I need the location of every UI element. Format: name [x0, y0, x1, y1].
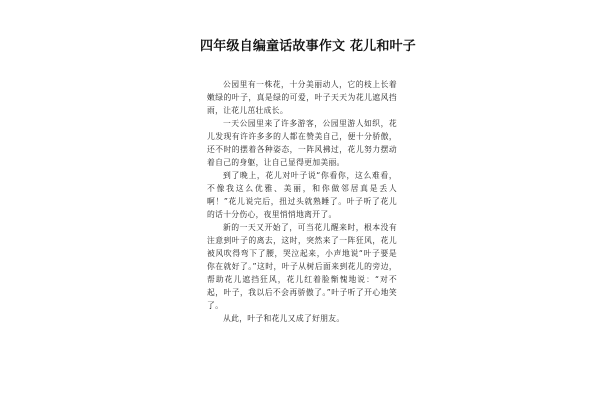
paragraph-4: 新的一天又开始了，可当花儿醒来时，根本没有注意到叶子的离去，这时，突然来了一阵狂风，花儿被风吹得弯下了腰，哭泣起来，小声地说“叶子要是你在就好了。”这时，叶子从树后面来到花儿的旁边，帮助花儿遮挡狂风，花儿红着脸惭愧地说：“对不起，叶子，我以后不会再骄傲了。”叶子听了开心地笑了。	[207, 223, 397, 310]
paragraph-1: 公园里有一株花，十分美丽动人，它的枝上长着嫩绿的叶子，真是绿的可爱，叶子天天为花儿遮风挡雨，让花儿茁壮成长。	[207, 80, 397, 115]
paragraph-3: 到了晚上，花儿对叶子说“你看你，这么难看，不像我这么优雅、美丽，和你做邻居真是丢人啊！”花儿说完后，扭过头就熟睡了。叶子听了花儿的话十分伤心，夜里悄悄地离开了。	[207, 171, 397, 219]
document-body	[207, 78, 397, 325]
document-title: 四年级自编童话故事作文 花儿和叶子	[200, 39, 416, 54]
paragraph-2: 一天公园里来了许多游客，公园里游人如织，花儿发现有许许多多的人都在赞美自己，便十分骄傲，还不时的摆着各种姿态，一阵风拂过，花儿努力摆动着自己的身躯，让自己显得更加美丽。	[207, 119, 397, 167]
paragraph-5: 从此，叶子和花儿又成了好朋友。	[223, 314, 345, 323]
